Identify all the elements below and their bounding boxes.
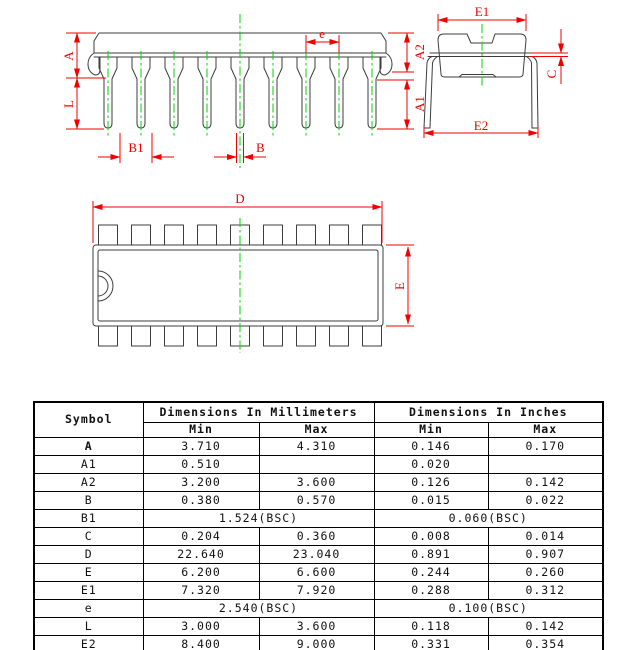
cell-mm-max: 7.920 [259,582,374,600]
cell-mm-max: 3.600 [259,618,374,636]
dim-label-e2: E2 [473,118,489,133]
header-inches: Dimensions In Inches [374,402,603,423]
cell-in-min: 0.020 [374,456,488,474]
cell-symbol: e [34,600,143,618]
cell-in-min: 0.008 [374,528,488,546]
dim-label-e-width: E [392,282,407,290]
cell-symbol: E1 [34,582,143,600]
end-view-drawing [424,4,568,138]
cell-symbol: L [34,618,143,636]
dim-label-b: B [256,140,265,155]
cell-mm-max [259,456,374,474]
table-row [34,528,603,546]
dim-label-a2: A2 [412,44,427,60]
cell-in-min: 0.126 [374,474,488,492]
cell-mm-min: 3.710 [143,438,259,456]
table-row [34,564,603,582]
table-row [34,600,603,618]
cell-in-min: 0.891 [374,546,488,564]
dim-label-a1: A1 [412,96,427,112]
cell-mm-min: 0.510 [143,456,259,474]
header-in-min: Min [374,423,488,438]
cell-mm-min: 22.640 [143,546,259,564]
cell-mm-min: 0.380 [143,492,259,510]
table-row [34,618,603,636]
cell-mm-max: 4.310 [259,438,374,456]
cell-in-min: 0.244 [374,564,488,582]
cell-symbol: A2 [34,474,143,492]
cell-in-bsc: 0.060(BSC) [374,510,603,528]
dim-label-b1: B1 [128,140,144,155]
table-row [34,582,603,600]
table-row [34,510,603,528]
cell-mm-min: 6.200 [143,564,259,582]
header-millimeters: Dimensions In Millimeters [143,402,374,423]
header-mm-min: Min [143,423,259,438]
cell-symbol: D [34,546,143,564]
cell-symbol: E2 [34,636,143,650]
cell-in-min: 0.331 [374,636,488,650]
cell-mm-max: 6.600 [259,564,374,582]
dim-label-a: A [61,51,76,61]
cell-in-min: 0.288 [374,582,488,600]
table-row [34,438,603,456]
table-row [34,546,603,564]
cell-mm-max: 0.360 [259,528,374,546]
dim-label-e1: E1 [474,4,490,19]
cell-mm-max: 23.040 [259,546,374,564]
dim-label-d: D [235,191,245,206]
cell-symbol: B [34,492,143,510]
side-view-drawing [61,14,427,168]
cell-mm-min: 0.204 [143,528,259,546]
cell-in-max: 0.014 [488,528,603,546]
cell-mm-max: 3.600 [259,474,374,492]
cell-mm-min: 7.320 [143,582,259,600]
cell-mm-min: 3.200 [143,474,259,492]
cell-in-max: 0.142 [488,618,603,636]
table-row [34,474,603,492]
cell-symbol: A1 [34,456,143,474]
cell-in-max: 0.260 [488,564,603,582]
cell-mm-max: 9.000 [259,636,374,650]
cell-mm-min: 8.400 [143,636,259,650]
dim-label-e-pitch: e [319,26,325,41]
cell-in-max: 0.312 [488,582,603,600]
dimension-table [33,401,604,650]
cell-in-max: 0.142 [488,474,603,492]
cell-in-bsc: 0.100(BSC) [374,600,603,618]
cell-in-min: 0.015 [374,492,488,510]
cell-in-min: 0.146 [374,438,488,456]
cell-in-max [488,456,603,474]
cell-symbol: C [34,528,143,546]
cell-symbol: B1 [34,510,143,528]
table-row [34,456,603,474]
table-row [34,492,603,510]
table-row [34,636,603,650]
cell-in-max: 0.170 [488,438,603,456]
cell-symbol: A [34,438,143,456]
dim-label-c: C [544,69,559,79]
cell-mm-min: 3.000 [143,618,259,636]
cell-in-max: 0.022 [488,492,603,510]
header-symbol: Symbol [34,402,143,438]
cell-in-min: 0.118 [374,618,488,636]
cell-mm-bsc: 1.524(BSC) [143,510,374,528]
header-mm-max: Max [259,423,374,438]
cell-symbol: E [34,564,143,582]
cell-in-max: 0.354 [488,636,603,650]
dim-label-l: L [61,100,76,108]
cell-mm-bsc: 2.540(BSC) [143,600,374,618]
top-view-drawing [93,191,414,353]
header-in-max: Max [488,423,603,438]
cell-mm-max: 0.570 [259,492,374,510]
cell-in-max: 0.907 [488,546,603,564]
